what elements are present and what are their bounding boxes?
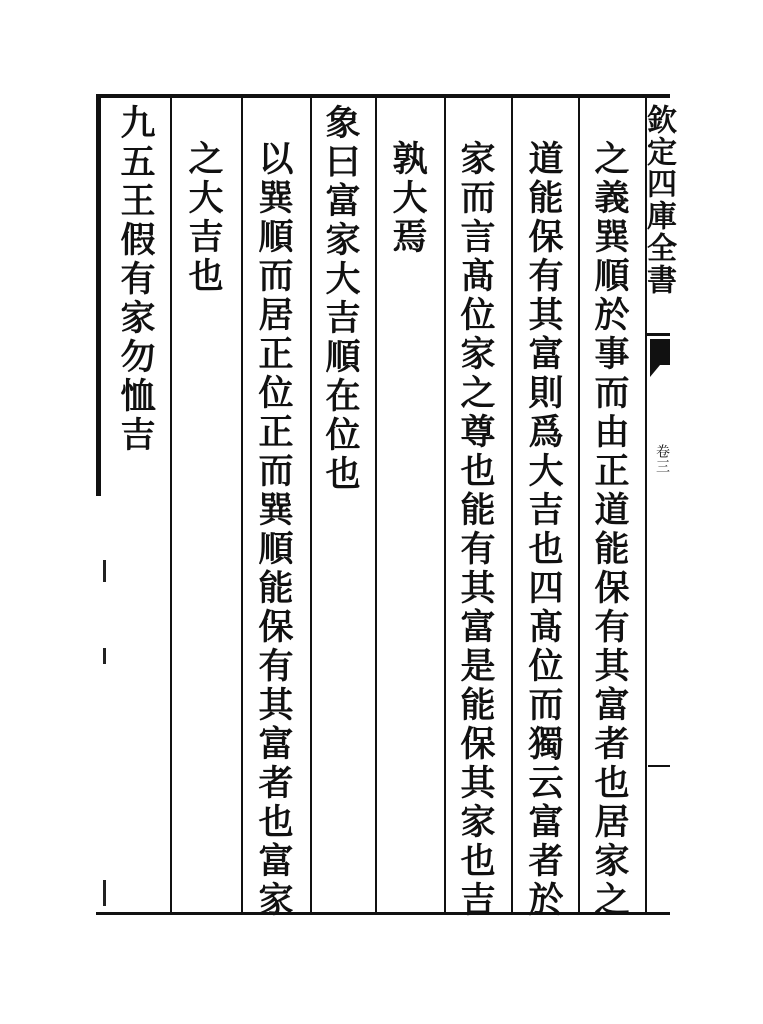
column-divider — [310, 98, 312, 912]
text-column-4: 孰大焉 — [387, 140, 428, 257]
text-column-8: 九五王假有家勿恤吉 — [115, 104, 156, 455]
text-column-6: 以巽順而居正位正而巽順能保有其富者也富家 — [253, 140, 294, 920]
frame-left-tick-3 — [103, 880, 106, 906]
column-divider — [241, 98, 243, 912]
margin-juan-label: 卷三 — [654, 444, 670, 474]
frame-left-tick-1 — [103, 560, 106, 582]
frame-left-rule — [96, 94, 101, 496]
text-column-5: 象曰富家大吉順在位也 — [320, 104, 361, 494]
fish-tail-block — [650, 339, 670, 365]
margin-lower-rule — [648, 765, 670, 767]
column-divider — [170, 98, 172, 912]
text-column-3: 家而言髙位家之尊也能有其富是能保其家也吉 — [455, 140, 496, 920]
text-column-1: 之義巽順於事而由正道能保有其富者也居家之 — [589, 140, 630, 920]
fish-tail-notch — [650, 365, 660, 377]
text-column-7: 之大吉也 — [183, 140, 224, 296]
text-column-2: 道能保有其富則爲大吉也四髙位而獨云富者於 — [523, 140, 564, 920]
column-divider — [375, 98, 377, 912]
frame-left-tick-2 — [103, 648, 106, 664]
column-divider — [578, 98, 580, 912]
column-divider — [511, 98, 513, 912]
frame-bottom-rule — [96, 912, 670, 915]
frame-top-rule — [96, 94, 670, 98]
column-divider — [444, 98, 446, 912]
margin-title: 欽定四庫全書 — [641, 104, 676, 296]
